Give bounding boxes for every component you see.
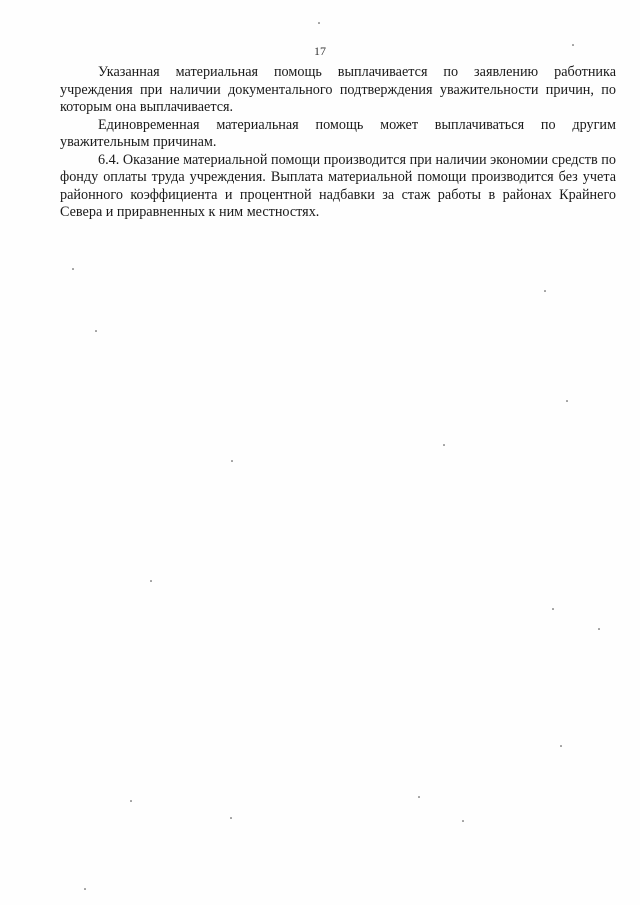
scan-speck [95,330,97,332]
scan-speck [560,745,562,747]
document-body [60,64,616,222]
page-number: 17 [314,44,326,58]
paragraph-2: Единовременная материальная помощь может выплачиваться по другим уважительным причинам. [60,116,616,150]
scan-speck [418,796,420,798]
scan-speck [150,580,152,582]
paragraph-3: 6.4. Оказание материальной помощи производится при наличии экономии средств по фонду оплаты труда учреждения. Выплата материальной помощи производится без учета районного коэффициента и процентной надбавки за стаж работы в районах Крайнего Севера и приравненных к ним местностях. [60,151,616,220]
scan-speck [566,400,568,402]
scan-speck [552,608,554,610]
scan-speck [84,888,86,890]
scan-speck [130,800,132,802]
scan-speck [72,268,74,270]
scan-speck [231,460,233,462]
scan-speck [598,628,600,630]
scan-speck [443,444,445,446]
scan-speck [318,22,320,24]
scan-speck [544,290,546,292]
scan-speck [230,817,232,819]
scan-speck [462,820,464,822]
scan-speck [572,44,574,46]
paragraph-1: Указанная материальная помощь выплачивается по заявлению работника учреждения при наличии документального подтверждения уважительности причин, по которым она выплачивается. [60,64,616,115]
